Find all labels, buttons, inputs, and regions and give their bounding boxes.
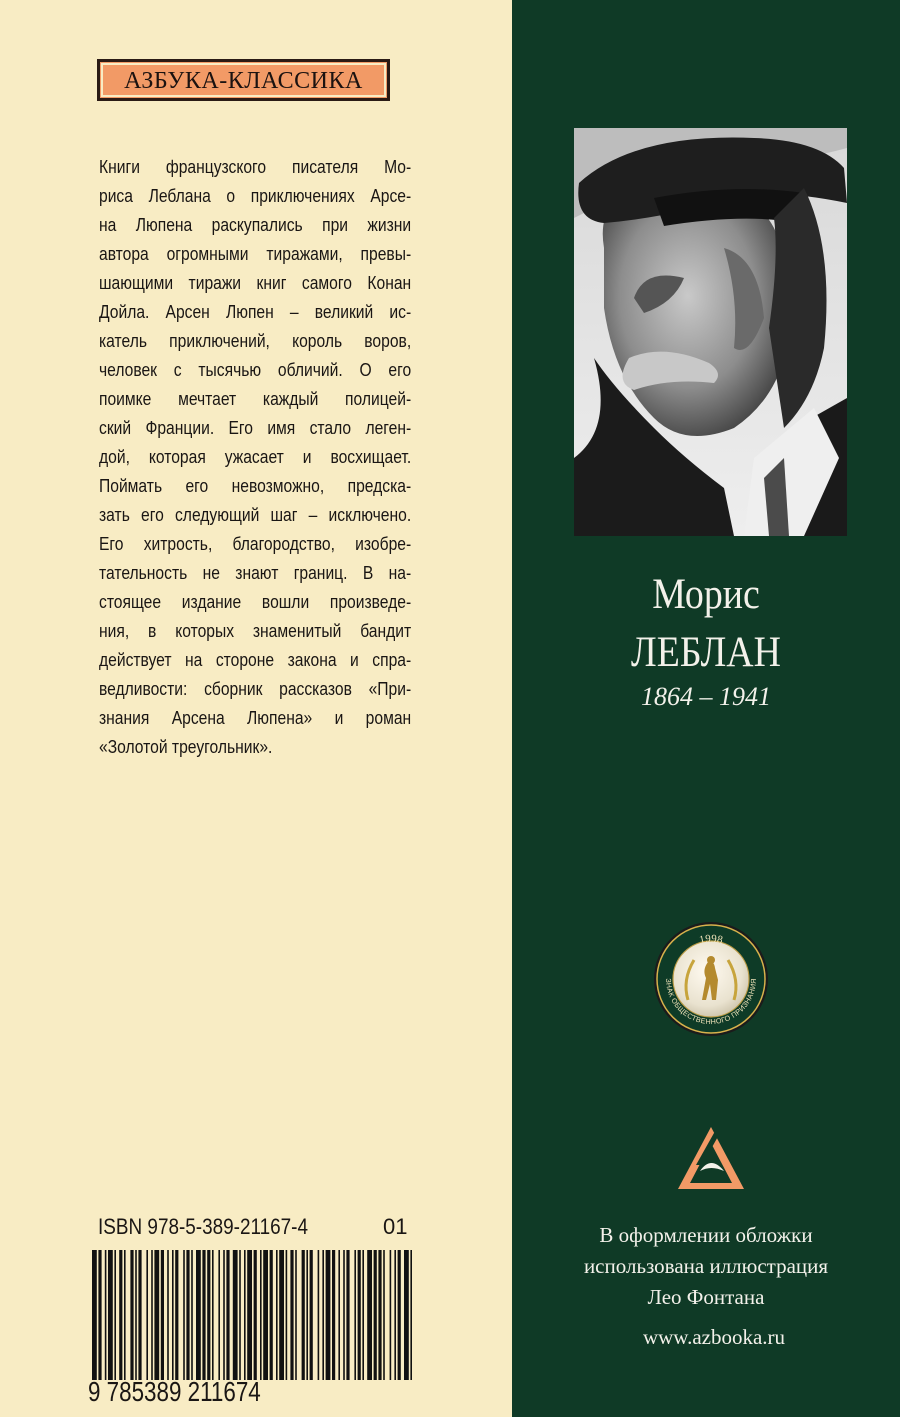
barcode-bar <box>254 1250 257 1380</box>
barcode-bar <box>247 1250 252 1380</box>
barcode-bar <box>105 1250 107 1380</box>
barcode-bar <box>322 1250 324 1380</box>
barcode-bar <box>233 1250 238 1380</box>
barcode-bar <box>108 1250 113 1380</box>
public-recognition-seal <box>652 920 770 1038</box>
barcode-bar <box>394 1250 396 1380</box>
barcode-bar <box>398 1250 401 1380</box>
seal-motto: ЗНАК ОБЩЕСТВЕННОГО ПРИЗНАНИЯ <box>663 978 759 1027</box>
credit-line: В оформлении обложки <box>599 1223 813 1247</box>
blurb-line: поимке мечтает каждый полицей- <box>99 389 412 409</box>
barcode-bar <box>295 1250 297 1380</box>
barcode-bar <box>276 1250 278 1380</box>
barcode-bar <box>383 1250 385 1380</box>
barcode-bar <box>202 1250 205 1380</box>
blurb-line: Книги французского писателя Мо- <box>99 157 412 177</box>
barcode-bar <box>374 1250 377 1380</box>
barcode-bar <box>354 1250 356 1380</box>
barcode-bar <box>343 1250 345 1380</box>
blurb-line: катель приключений, король воров, <box>99 331 412 351</box>
series-name: АЗБУКА-КЛАССИКА <box>124 67 363 94</box>
barcode-bar <box>124 1250 126 1380</box>
barcode-bar <box>223 1250 225 1380</box>
barcode-bar <box>98 1250 101 1380</box>
azbooka-logo-icon <box>676 1125 746 1191</box>
barcode-bar <box>191 1250 193 1380</box>
blurb-line: Дойла. Арсен Люпен – великий ис- <box>99 302 412 322</box>
blurb-line: дой, которая ужасает и восхищает. <box>99 447 412 467</box>
book-blurb <box>99 153 411 762</box>
barcode-bar <box>338 1250 340 1380</box>
barcode-bar <box>207 1250 210 1380</box>
blurb-line: автора огромными тиражами, превы- <box>99 244 412 264</box>
barcode-bar <box>270 1250 273 1380</box>
blurb-line: шающими тиражи книг самого Конан <box>99 273 412 293</box>
blurb-line: ский Франции. Его имя стало леген- <box>99 418 412 438</box>
barcode-bar <box>196 1250 201 1380</box>
barcode-bar <box>151 1250 153 1380</box>
barcode-bar <box>175 1250 178 1380</box>
barcode-bar <box>358 1250 361 1380</box>
barcode-bar <box>218 1250 220 1380</box>
barcode-bar <box>378 1250 381 1380</box>
credit-line: использована иллюстрация <box>583 1254 829 1278</box>
barcode-bar <box>154 1250 159 1380</box>
author-portrait-image <box>574 128 847 536</box>
isbn-barcode <box>88 1214 418 1414</box>
barcode-bar <box>212 1250 214 1380</box>
author-portrait <box>574 128 847 536</box>
seal-year: 1998 <box>698 932 724 947</box>
blurb-line: Его хитрость, благородство, изобре- <box>99 534 412 554</box>
barcode-bar <box>279 1250 284 1380</box>
ean-digits: 9 785389 211674 <box>88 1376 261 1407</box>
barcode-bar <box>226 1250 229 1380</box>
blurb-line: риса Леблана о приключениях Арсе- <box>99 186 412 206</box>
barcode-bar <box>183 1250 185 1380</box>
blurb-line: «Золотой треугольник». <box>99 737 273 757</box>
barcode-bar <box>167 1250 169 1380</box>
barcode-bar <box>263 1250 268 1380</box>
blurb-line: ведливости: сборник рассказов «При- <box>99 679 412 699</box>
barcode-bar <box>260 1250 262 1380</box>
isbn-number: ISBN 978-5-389-21167-4 <box>98 1214 309 1239</box>
author-life-years: 1864 – 1941 <box>641 682 771 711</box>
barcode-bar <box>244 1250 246 1380</box>
barcode-bar <box>332 1250 335 1380</box>
barcode-bar <box>404 1250 409 1380</box>
barcode-bar <box>346 1250 349 1380</box>
credit-line: Лео Фонтана <box>647 1285 765 1309</box>
barcode-bar <box>114 1250 116 1380</box>
blurb-line: знания Арсена Люпена» и роман <box>99 708 412 728</box>
blurb-line: ния, в которых знаменитый бандит <box>99 621 412 641</box>
barcode-bar <box>92 1250 97 1380</box>
blurb-line: человек с тысячью обличий. О его <box>99 360 412 380</box>
barcode-addon: 01 <box>383 1214 408 1239</box>
barcode-bar <box>290 1250 293 1380</box>
blurb-line: Поймать его невозможно, предска- <box>99 476 412 496</box>
barcode-bar <box>172 1250 174 1380</box>
barcode-bar <box>239 1250 241 1380</box>
blurb-line: тательность не знают границ. В на- <box>99 563 412 583</box>
barcode-bar <box>186 1250 189 1380</box>
barcode-bar <box>310 1250 313 1380</box>
barcode-bars <box>88 1250 418 1380</box>
barcode-bar <box>318 1250 320 1380</box>
barcode-bar <box>130 1250 133 1380</box>
publisher-website: www.azbooka.ru <box>642 1325 786 1349</box>
blurb-line: на Люпена раскупались при жизни <box>99 215 412 235</box>
barcode-bar <box>410 1250 412 1380</box>
barcode-bar <box>362 1250 364 1380</box>
blurb-line: стоящее издание вошли произведе- <box>99 592 412 612</box>
barcode-bar <box>306 1250 308 1380</box>
blurb-line: зать его следующий шаг – исключено. <box>99 505 412 525</box>
series-badge <box>97 59 390 101</box>
barcode-bar <box>390 1250 392 1380</box>
barcode-bar <box>146 1250 148 1380</box>
barcode-bar <box>326 1250 331 1380</box>
barcode-bar <box>367 1250 372 1380</box>
cover-credit <box>496 1220 900 1313</box>
author-last-name: ЛЕБЛАН <box>631 629 781 676</box>
barcode-bar <box>135 1250 137 1380</box>
barcode-bar <box>302 1250 305 1380</box>
barcode-bar <box>138 1250 141 1380</box>
blurb-line: действует на стороне закона и спра- <box>99 650 412 670</box>
barcode-bar <box>119 1250 122 1380</box>
barcode-bar <box>286 1250 288 1380</box>
barcode-bar <box>161 1250 164 1380</box>
author-first-name: Морис <box>652 571 760 618</box>
